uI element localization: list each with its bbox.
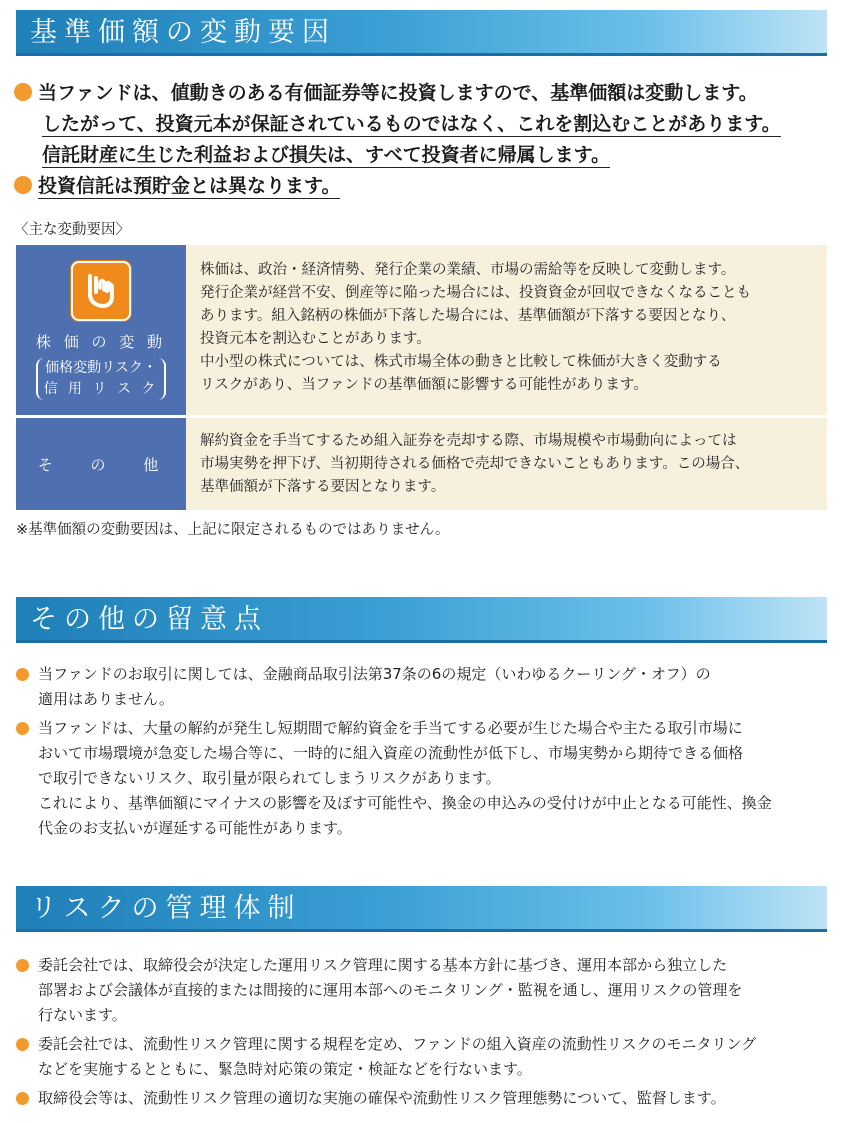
- list-item: 当ファンドは、大量の解約が発生し短期間で解約資金を手当てする必要が生じた場合や主たる取引市場に おいて市場環境が急変した場合等に、一時的に組入資産の流動性が低下し、市場実勢から期待できる価格 で取引できないリスク、取引量が限られてしまうリスクがあります。 これにより、基準価額にマイナスの影響を及ぼす可能性や、換金の申込みの受付けが中止となる可能性、換金 代金のお支払いが遅延する可能性があります。: [16, 716, 831, 841]
- list-item: 取締役会等は、流動性リスク管理の適切な実施の確保や流動性リスク管理態勢について、監督します。: [16, 1086, 831, 1111]
- row-label-text: 株 価 の 変 動: [35, 332, 167, 351]
- bullet-icon: [14, 176, 32, 194]
- section-header-risk-mgmt: [16, 886, 827, 932]
- bullet-icon: [16, 1092, 29, 1105]
- bullet-icon: [16, 959, 29, 972]
- table-caption: 〈主な変動要因〉: [14, 222, 130, 238]
- section-title: 基準価額の変動要因: [30, 17, 336, 48]
- section-header-volatility: [16, 10, 827, 56]
- row-label-other: そ の 他: [16, 418, 186, 510]
- intro-line-3: 信託財産に生じた利益および損失は、すべて投資者に帰属します。: [42, 144, 611, 166]
- intro-bullets: [14, 78, 781, 202]
- table-row-other: [16, 418, 827, 513]
- table-note: ※基準価額の変動要因は、上記に限定されるものではありません。: [16, 522, 450, 538]
- bullet-icon: [16, 722, 29, 735]
- intro-line-2: したがって、投資元本が保証されているものではなく、これを割込むことがあります。: [42, 113, 781, 135]
- section-title: リスクの管理体制: [30, 893, 302, 924]
- row-content-other: 解約資金を手当てするため組入証券を売却する際、市場規模や市場動向によっては 市場実勢を押下げ、当初期待される価格で売却できないこともあります。この場合、 基準価額が下落する要因となります。: [186, 418, 827, 510]
- list-item: 委託会社では、取締役会が決定した運用リスク管理に関する基本方針に基づき、運用本部から独立した 部署および会議体が直接的または間接的に運用本部へのモニタリング・監視を通し、運用リスクの管理を 行ないます。: [16, 953, 831, 1028]
- bullet-icon: [16, 1038, 29, 1051]
- risk-mgmt-list: [16, 953, 831, 1115]
- intro-line-4: 投資信託は預貯金とは異なります。: [14, 171, 781, 202]
- table-row-stock: [16, 245, 827, 418]
- intro-line-1: 当ファンドは、値動きのある有価証券等に投資しますので、基準価額は変動します。: [14, 78, 781, 109]
- row-content-stock: 株価は、政治・経済情勢、発行企業の業績、市場の需給等を反映して変動します。 発行企業が経営不安、倒産等に陥った場合には、投資資金が回収できなくなることも あります。組入銘柄の株価が下落した場合には、基準価額が下落する要因となり、 投資元本を割込むことがあります。 中小型の株式については、株式市場全体の動きと比較して株価が大きく変動する リスクがあり、当ファンドの基準価額に影響する可能性があります。: [186, 245, 827, 415]
- list-item: 当ファンドのお取引に関しては、金融商品取引法第37条の6の規定（いわゆるクーリング・オフ）の 適用はありません。: [16, 662, 831, 712]
- list-item: 委託会社では、流動性リスク管理に関する規程を定め、ファンドの組入資産の流動性リスクのモニタリング などを実施するとともに、緊急時対応策の策定・検証などを行ないます。: [16, 1032, 831, 1082]
- bullet-icon: [16, 668, 29, 681]
- section-header-other: [16, 597, 827, 643]
- hand-icon: [71, 261, 131, 321]
- bullet-icon: [14, 83, 32, 101]
- risk-factor-table: [16, 245, 827, 513]
- row-label-stock: [16, 245, 186, 415]
- row-sublabel: 価格変動リスク・ 信 用 リ ス ク: [36, 358, 167, 400]
- section-title: その他の留意点: [30, 604, 268, 635]
- other-notes-list: [16, 662, 831, 845]
